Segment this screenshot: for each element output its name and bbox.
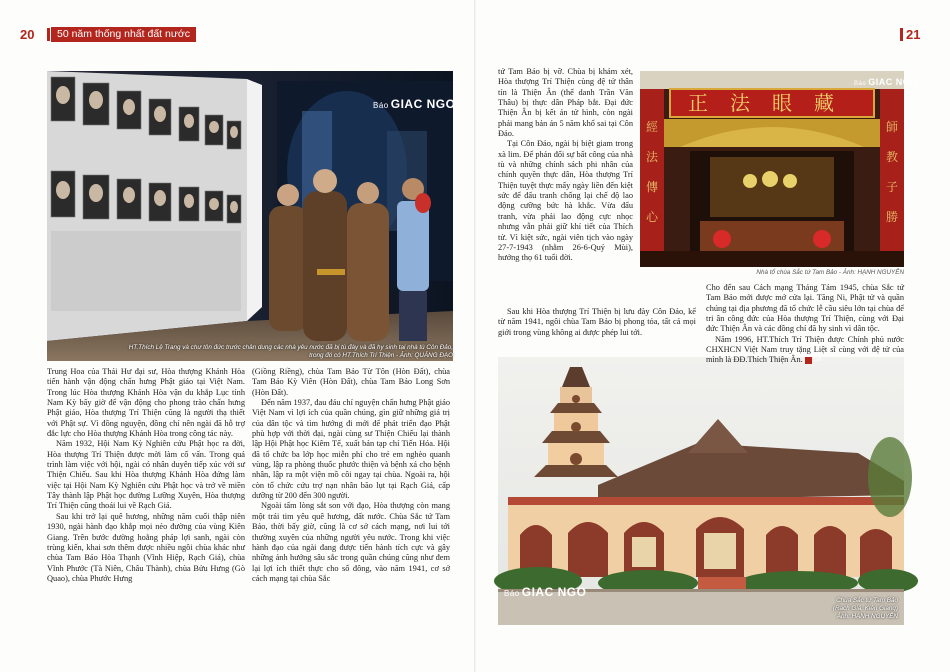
left-page-number: 20 — [20, 27, 35, 42]
paragraph: Trung Hoa của Thái Hư đại sư, Hòa thượng Khánh Hòa tiến hành vận động chấn hưng Phật giáo tại Việt Nam. Trong lúc Hòa thượng Khánh Hòa vận du khắp Lục tỉnh Nam Kỳ bấy giờ để vận động cho phong trào chấn hưng Phật giáo, Hòa thượng Trí Thiện cũng là người thạ thiết với Phật sự. Vì đồng nguyện, đồng chí nên ngài đã hỗ trợ đắc lực cho Hòa thượng Khánh Hòa trong công tác này. — [47, 367, 245, 439]
header-accent-bar-right — [900, 28, 903, 41]
svg-text:勝: 勝 — [886, 210, 899, 224]
paragraph: Năm 1932, Hội Nam Kỳ Nghiên cứu Phật học ra đời, Hòa thượng Trí Thiện được mời làm cố vấn. Trong quá trình làm việc với hội, ngài có nhân duyên tiếp xúc với sư Thiện Chiếu. Sau khi Hòa thượng Khánh Hòa đứng làm việc tại Hội Nam Kỳ Nghiên cứu Phật học và trở về miền Tây thành lập Phật học đường Lưỡng Xuyên, Hòa thượng Trí Thiện cũng thoái lui về Rạch Giá. — [47, 439, 245, 511]
paragraph: tứ Tam Bảo bị vỡ. Chùa bị khám xét, Hòa thượng Trí Thiện cùng đệ tử thân tín là Thiện Ân (thế danh Trần Văn Thâu) bị thực dân Pháp bắt. Đại đức Thiện Ân bị kết án tử hình, còn ngài phải mang bản án 5 năm khổ sai tại Côn Đảo. — [498, 67, 633, 139]
text-column-4 — [706, 283, 904, 366]
text-column-2 — [252, 367, 450, 584]
museum-photo — [47, 71, 456, 361]
end-mark-icon: GN — [805, 357, 812, 364]
pagoda-photo-caption: Chùa Sắc tứ Tam Bảo (Rạch Giá, Kiên Giang) Ảnh: HẠNH NGUYÊN — [832, 597, 898, 620]
paragraph: Tại Côn Đảo, ngài bị biệt giam trong xà lim. Để phản đối sự bất công của nhà tù và những chính sách phi nhân của chính quyền thực dân, Hòa thượng Trí Thiện tuyệt thực mấy ngày liền đến kiệt sức để đấu tranh chống lại chế độ lao động cưỡng bức hà khắc. Vừa đấu tranh, vừa phải lao động cực nhọc nhưng vẫn phải giữ khí tiết của Thích tử. Vì kiệt sức, ngài viên tịch vào ngày 27-7-1943 (nhằm 26-6-Quý Mùi), hưởng thọ 61 tuổi đời. — [498, 139, 633, 263]
museum-photo-caption: HT.Thích Lệ Trang và chư tôn đức trước chân dung các nhà yêu nước đã bị tù đày và đã hy sinh tại nhà tù Côn Đảo, trong đó có HT.Thích Trí Thiện - Ảnh: QUẢNG ĐẠO — [128, 344, 453, 359]
altar-photo — [640, 71, 918, 267]
paragraph: Ngoài tấm lòng sắt son với đạo, Hòa thượng còn mang một trái tim yêu quê hương, đất nước. Chùa Sắc tứ Tam Bảo, thời bấy giờ, cũng là cơ sở cách mạng, nơi lui tới thường xuyên của những người yêu nước. Trong khi việc hành đạo của ngài đang được tiến hành tích cực và gây những ảnh hưởng sâu sắc trong quần chúng cũng như đem lại lợi ích thiết thực cho số đông, vào năm 1941, cơ sở cách mạng tại chùa Sắc — [252, 501, 450, 583]
paragraph: (Giồng Riềng), chùa Tam Bảo Từ Tôn (Hòn Đất), chùa Tam Bảo Kỳ Viên (Hòn Đất), chùa Tam Bảo Long Sơn (Hòn Đất). — [252, 367, 450, 397]
svg-text:傳: 傳 — [646, 180, 659, 194]
svg-text:教: 教 — [886, 150, 899, 164]
text-column-3-bottom — [498, 307, 696, 338]
altar-photo-caption: Nhà tổ chùa Sắc tứ Tam Bảo - Ảnh: HẠNH NGUYÊN — [756, 269, 904, 276]
right-page-number: 21 — [906, 27, 921, 42]
watermark-giacngo: Báo GIAC NGO — [373, 97, 456, 111]
svg-text:經: 經 — [646, 120, 659, 134]
pagoda-photo — [498, 357, 904, 625]
header-accent-bar — [47, 28, 50, 41]
page-gutter — [474, 0, 476, 672]
text-column-1 — [47, 367, 245, 584]
paragraph: Sau khi Hòa thượng Trí Thiện bị lưu đày Côn Đảo, kể từ năm 1941, ngôi chùa Tam Bảo bị phong tỏa, tất cả mọi giới trong vùng không ai được phép lui tới. — [498, 307, 696, 337]
svg-text:師: 師 — [886, 120, 899, 134]
svg-text:子: 子 — [886, 180, 899, 194]
paragraph: Sau khi trở lại quê hương, những năm cuối thập niên 1930, ngài hành đạo khắp mọi nẻo đường của vùng Kiên Giang. Trên bước đường hoằng pháp lợi sanh, ngài còn trùng kiến, khai sơn thêm được nhiều ngôi chùa khác như chùa Tam Bảo Hòa Thạnh (Vĩnh Hiệp, Rạch Giá), chùa Vĩnh Phước (Tà Niên, Châu Thành), chùa Bửu Hưng (Gò Quao), chùa Phước Hưng — [47, 511, 245, 583]
section-title-banner: 50 năm thống nhất đất nước — [51, 27, 196, 42]
watermark-giacngo-pagoda: Báo GIAC NGO — [504, 585, 587, 599]
watermark-giacngo-altar: Báo GIAC NGO — [854, 77, 918, 87]
svg-text:心: 心 — [646, 210, 659, 224]
text-column-3 — [498, 67, 633, 264]
paragraph: Đến năm 1937, đau đáu chí nguyện chấn hưng Phật giáo Việt Nam vì lợi ích của quần chúng, gìn giữ những giá trị của dân tộc và tìm hướng đi mới để phát triển đạo Phật phù hợp với thời đại, ngài cùng sư Thiện Chiếu lại thành lập Hội Phật học Kiêm Tế, xuất bản tạp chí Tiến Hóa. Hội đã tổ chức ba lớp học miễn phí cho trẻ em nghèo quanh vùng, lập ra phòng thuốc phước thiện và bệnh xá cho bệnh nhân, lập ra một viện mồ côi ngay tại chùa. Ngoài ra, hội còn tổ chức cứu trợ nạn nhân bão lụt tại Rạch Giá, cấp dưỡng từ 200 đến 300 người. — [252, 398, 450, 501]
svg-text:法: 法 — [646, 150, 659, 164]
paragraph — [706, 335, 904, 366]
paragraph: Cho đến sau Cách mạng Tháng Tám 1945, chùa Sắc tứ Tam Bảo mới được mở cửa lại. Tăng Ni, Phật tử và quần chúng tại địa phương đã tổ chức lễ cầu siêu lớn tại chùa để tri ân công đức của Hòa thượng Trí Thiện, cùng với Đại đức Thiện Ân và các đồng chí đã hy sinh vì dân tộc. — [706, 283, 904, 334]
altar-plaque-text: 正法眼藏 — [688, 91, 856, 115]
paragraph-text: Năm 1996, HT.Thích Trí Thiện được Chính phủ nước CHXHCN Việt Nam truy tặng Liệt sĩ cùng với đệ tử của mình là ĐĐ.Thích Thiện Ân. — [706, 334, 904, 365]
